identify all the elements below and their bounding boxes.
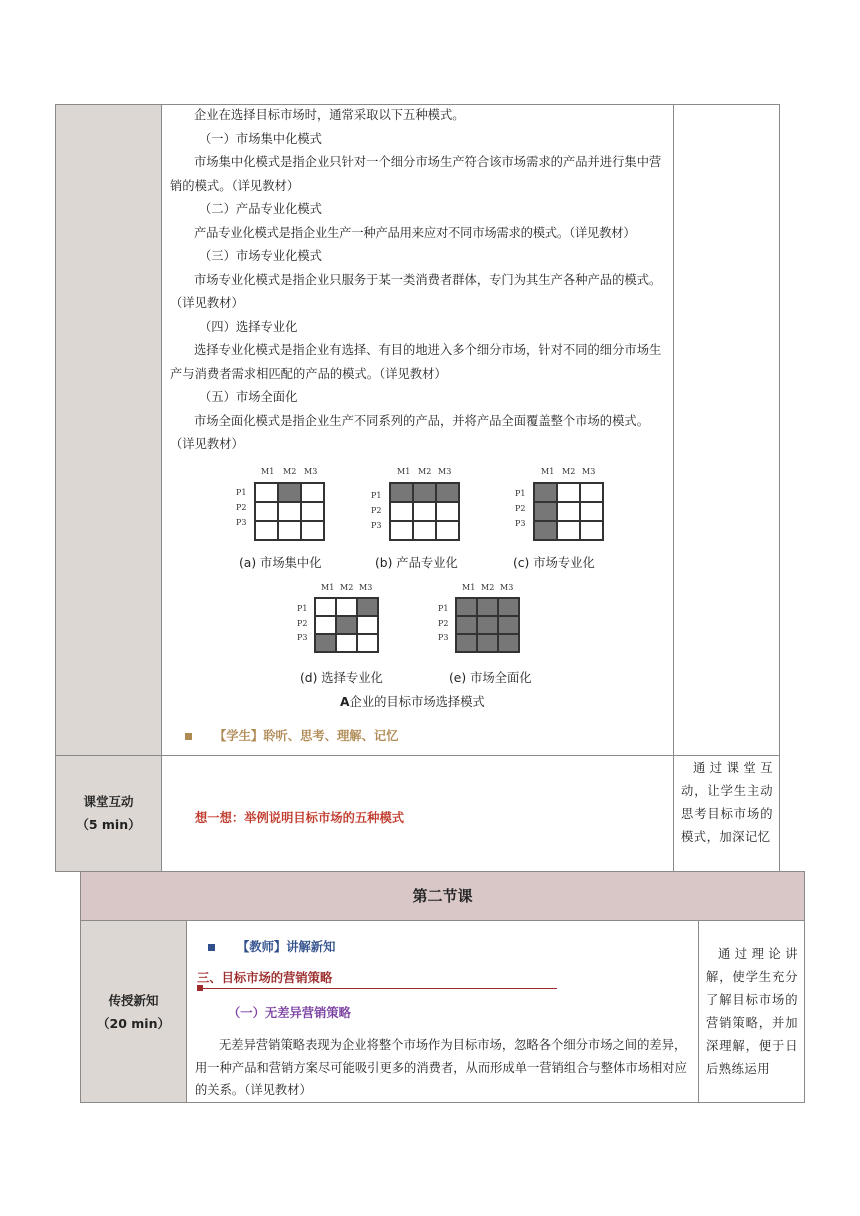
row-label: P2 [297, 619, 308, 628]
interaction-label-text: 课堂互动 [83, 794, 134, 809]
figure-caption: (b) 产品专业化 [375, 556, 458, 570]
col-label: M3 [438, 467, 452, 476]
col-label: M1 [462, 583, 476, 592]
mode-desc: 市场全面化模式是指企业生产不同系列的产品，并将产品全面覆盖整个市场的模式。（详见教材） [170, 413, 649, 451]
teacher-note [208, 937, 335, 955]
row-label: P3 [297, 633, 308, 642]
square-bullet-icon [208, 944, 215, 951]
col-label: M3 [359, 583, 373, 592]
col-label: M3 [304, 467, 318, 476]
figure-caption: (e) 市场全面化 [449, 671, 532, 685]
interaction-label [55, 790, 162, 836]
square-bullet-icon [185, 733, 192, 740]
row-label: P3 [438, 633, 449, 642]
mode-desc: 市场集中化模式是指企业只针对一个细分市场生产符合该市场需求的产品并进行集中营销的模式。（详见教材） [170, 155, 662, 193]
row-label: P3 [236, 518, 247, 527]
row-label: P2 [438, 619, 449, 628]
mode-heading: （五）市场全面化 [199, 390, 298, 404]
col-label: M2 [418, 467, 432, 476]
top-left-gray-cell [55, 104, 162, 756]
row-label: P1 [297, 604, 308, 613]
row-label: P2 [236, 503, 247, 512]
lesson-label-text: 传授新知 [108, 993, 159, 1008]
interaction-note: 通过课堂互动，让学生主动思考目标市场的模式，加深记忆 [681, 761, 773, 844]
figure-caption: (c) 市场专业化 [513, 556, 595, 570]
row-label: P1 [438, 604, 449, 613]
row-label: P3 [371, 521, 382, 530]
col-label: M1 [321, 583, 335, 592]
figure-caption: (a) 市场集中化 [239, 556, 322, 570]
row-label: P3 [515, 519, 526, 528]
intro-text: 企业在选择目标市场时，通常采取以下五种模式。 [194, 108, 465, 122]
mode-desc: 产品专业化模式是指企业生产一种产品用来应对不同市场需求的模式。（详见教材） [194, 225, 636, 240]
row-label: P1 [371, 491, 382, 500]
mode-desc: 选择专业化模式是指企业有选择、有目的地进入多个细分市场，针对不同的细分市场生产与消费者需求相匹配的产品的模式。（详见教材） [170, 343, 662, 381]
interaction-question: 想一想：举例说明目标市场的五种模式 [195, 811, 405, 825]
heading-marker-icon [197, 985, 203, 991]
mode-heading: （一）市场集中化模式 [199, 131, 322, 146]
figure-caption: (d) 选择专业化 [300, 671, 383, 685]
col-label: M3 [500, 583, 514, 592]
col-label: M2 [481, 583, 495, 592]
section-title: 第二节课 [412, 887, 473, 905]
sub-heading: （一）无差异营销策略 [228, 1006, 351, 1020]
top-note-cell [673, 104, 780, 756]
lesson-body: 无差异营销策略表现为企业将整个市场作为目标市场，忽略各个细分市场之间的差异，用一种产品和营销方案尽可能吸引更多的消费者，从而形成单一营销组合与整体市场相对应的关系。（详见教材） [195, 1038, 687, 1097]
figure-title-text: 企业的目标市场选择模式 [349, 695, 485, 709]
col-label: M1 [397, 467, 411, 476]
mode-heading: （三）市场专业化模式 [199, 249, 322, 263]
student-note [185, 726, 398, 744]
section-heading [197, 968, 332, 986]
row-label: P1 [515, 489, 526, 498]
heading-underline [197, 988, 557, 989]
mode-heading: （四）选择专业化 [199, 319, 298, 334]
mode-desc: 市场专业化模式是指企业只服务于某一类消费者群体，专门为其生产各种产品的模式。（详见教材） [170, 272, 662, 310]
row-label: P1 [236, 488, 247, 497]
interaction-duration: （5 min） [76, 817, 141, 832]
lesson-note: 通过理论讲解，使学生充分了解目标市场的营销策略，并加深理解，便于日后熟练运用 [706, 947, 798, 1076]
figure-title [340, 692, 485, 710]
col-label: M1 [541, 467, 555, 476]
row-label: P2 [371, 506, 382, 515]
student-note-text: 【学生】聆听、思考、理解、记忆 [214, 729, 399, 743]
section-heading-text: 三、目标市场的营销策略 [197, 971, 333, 985]
col-label: M1 [261, 467, 275, 476]
mode-heading: （二）产品专业化模式 [199, 202, 322, 216]
teacher-note-text: 【教师】讲解新知 [237, 940, 336, 954]
col-label: M2 [283, 467, 297, 476]
lesson-label [80, 989, 187, 1035]
row-label: P2 [515, 504, 526, 513]
col-label: M3 [582, 467, 596, 476]
col-label: M2 [562, 467, 576, 476]
mode-text-block [170, 104, 666, 457]
figure-title-letter: A [340, 695, 350, 709]
col-label: M2 [340, 583, 354, 592]
lesson-duration: （20 min） [97, 1016, 170, 1031]
